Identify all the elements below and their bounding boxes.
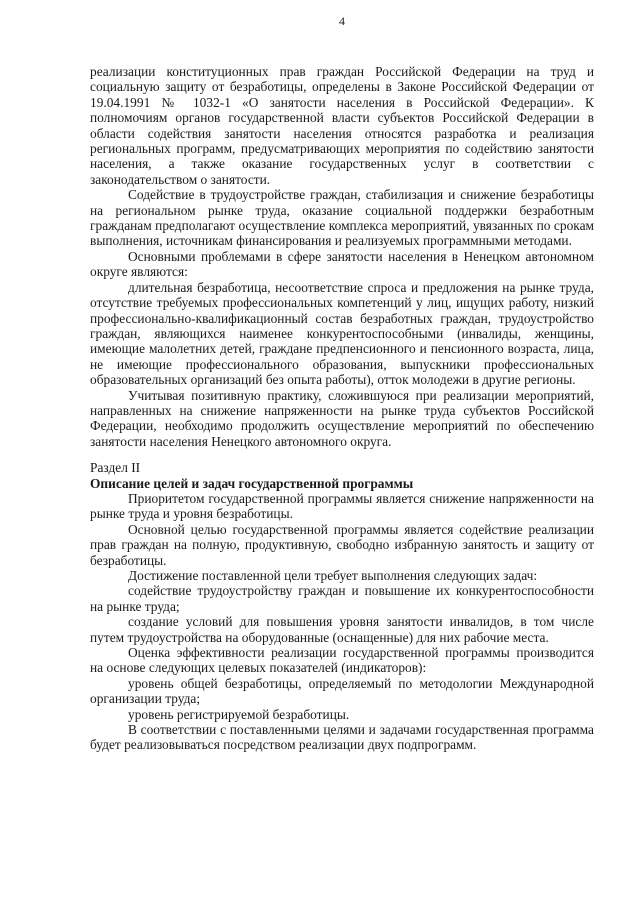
paragraph: уровень общей безработицы, определяемый по методологии Международной организации труда;: [90, 675, 594, 707]
paragraph: Оценка эффективности реализации государственной программы производится на основе следующих целевых показателей (индикаторов):: [90, 645, 594, 676]
section-title: Описание целей и задач государственной программы: [90, 475, 414, 491]
paragraph: уровень регистрируемой безработицы.: [128, 706, 350, 722]
paragraph: содействие трудоустройству граждан и повышение их конкурентоспособности на рынке труда;: [90, 583, 594, 614]
paragraph: Основными проблемами в сфере занятости населения в Ненецком автономном округе являются:: [90, 248, 594, 280]
paragraph: реализации конституционных прав граждан Российской Федерации на труд и социальную защиту от безработицы, определены в Законе Российской Федерации от 19.04.1991 № 1032-1 «О занятости населения в Российской Федерации». К полномочиям органов государственной власти субъектов Российской Федерации в области содействия занятости населения относятся разработка и реализация региональных программ, предусматривающих мероприятия по содействию занятости населения, а также оказание государственных услуг в соответствии с законодательством о занятости.: [90, 64, 594, 187]
paragraph: Достижение поставленной цели требует выполнения следующих задач:: [128, 568, 538, 583]
paragraph: Основной целью государственной программы является содействие реализации прав граждан на полную, продуктивную, свободно избранную занятость и защиту от безработицы.: [90, 521, 594, 568]
section-label: Раздел II: [90, 460, 141, 476]
paragraph: длительная безработица, несоответствие спроса и предложения на рынке труда, отсутствие требуемых профессиональных компетенций у лиц, ищущих работу, низкий профессионально-квалификационный состав безработных граждан, трудоустройство граждан, являющихся наименее конкурентоспособными (инвалиды, женщины, имеющие малолетних детей, граждане предпенсионного и пенсионного возраста, лица, не имеющие профессионального образования, выпускники профессиональных образовательных организаций без опыта работы), отток молодежи в другие регионы.: [90, 279, 594, 388]
paragraph: Приоритетом государственной программы является снижение напряженности на рынке труда и уровня безработицы.: [90, 490, 594, 522]
section-heading: [90, 460, 594, 491]
paragraph: создание условий для повышения уровня занятости инвалидов, в том числе путем трудоустройства на оборудованные (оснащенные) для них рабочие места.: [90, 614, 594, 645]
document-page: [90, 0, 594, 905]
page-number: 4: [339, 14, 345, 28]
paragraph: Содействие в трудоустройстве граждан, стабилизация и снижение безработицы на региональном рынке труда, оказание социальной поддержки безработным гражданам предполагают осуществление комплекса мероприятий, увязанных по срокам выполнения, источникам финансирования и реализуемых программными методами.: [90, 187, 594, 249]
paragraph: В соответствии с поставленными целями и задачами государственная программа будет реализовываться посредством реализации двух подпрограмм.: [90, 722, 594, 753]
paragraph: Учитывая позитивную практику, сложившуюся при реализации мероприятий, направленных на снижение напряженности на рынке труда субъектов Российской Федерации, необходимо продолжить осуществление мероприятий по обеспечению занятости населения Ненецкого автономного округа.: [90, 387, 594, 449]
document-body: [90, 64, 594, 753]
